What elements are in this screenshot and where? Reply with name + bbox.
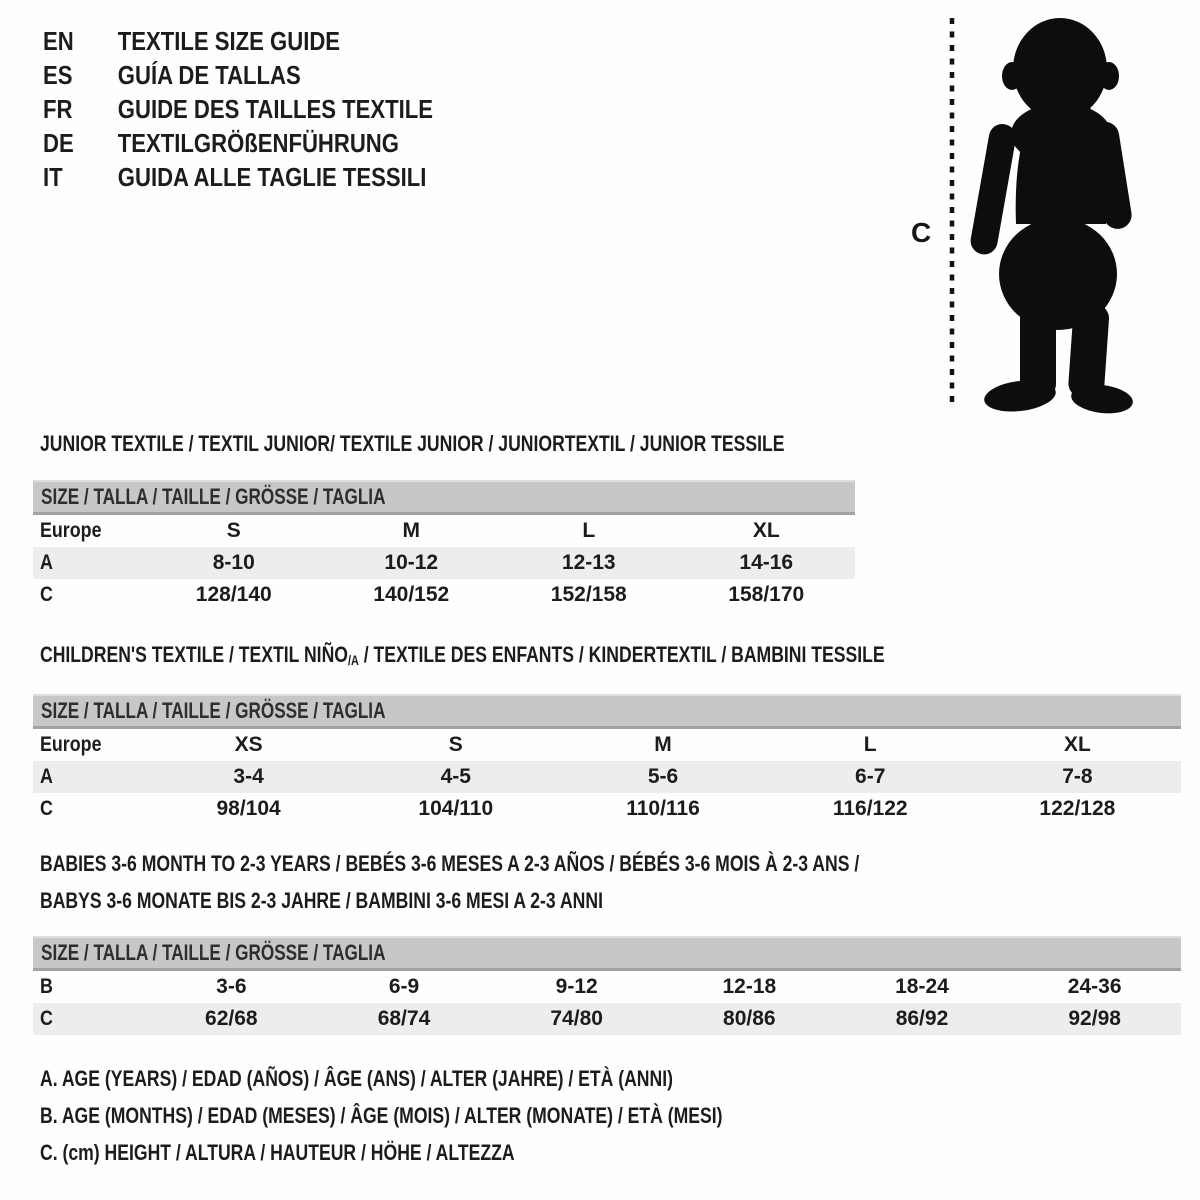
language-label: TEXTILE SIZE GUIDE xyxy=(117,25,341,56)
table-cell: 18-24 xyxy=(895,975,949,998)
legend xyxy=(40,1060,893,1171)
table-cell: 24-36 xyxy=(1067,975,1122,998)
section-babies-textile xyxy=(33,845,1181,1035)
table-row xyxy=(33,547,855,579)
row-label: C xyxy=(40,583,53,606)
junior-size-header-bar xyxy=(33,480,855,515)
language-label: GUIDE DES TAILLES TEXTILE xyxy=(117,93,433,124)
language-code: ES xyxy=(43,59,73,90)
size-header-label: SIZE / TALLA / TAILLE / GRÖSSE / TAGLIA xyxy=(41,484,386,509)
junior-section-title: JUNIOR TEXTILE / TEXTIL JUNIOR/ TEXTILE JUNIOR / JUNIORTEXTIL / JUNIOR TESSILE xyxy=(40,431,785,456)
language-row-de xyxy=(43,126,433,160)
table-cell: 122/128 xyxy=(1039,797,1116,820)
row-label: Europe xyxy=(40,733,102,756)
babies-size-header-bar xyxy=(33,936,1181,971)
table-cell: 104/110 xyxy=(418,797,494,820)
table-cell: 74/80 xyxy=(550,1007,603,1030)
table-cell: 152/158 xyxy=(550,583,627,606)
size-header-label: SIZE / TALLA / TAILLE / GRÖSSE / TAGLIA xyxy=(41,698,386,723)
table-cell: 128/140 xyxy=(195,583,272,606)
table-cell: 92/98 xyxy=(1068,1007,1121,1030)
table-row xyxy=(33,971,1181,1003)
table-cell: M xyxy=(402,519,420,542)
table-row xyxy=(33,579,855,611)
baby-silhouette-shape xyxy=(968,18,1134,417)
children-size-header-bar xyxy=(33,694,1181,729)
table-cell: 3-6 xyxy=(216,975,247,998)
language-row-fr xyxy=(43,92,433,126)
section-junior-textile xyxy=(33,432,855,611)
table-cell: 12-18 xyxy=(722,975,777,998)
table-cell: 68/74 xyxy=(377,1007,431,1030)
table-row xyxy=(33,793,1181,825)
table-cell: 10-12 xyxy=(384,551,439,574)
row-label: C xyxy=(40,1007,53,1030)
table-cell: 158/170 xyxy=(728,583,805,606)
table-row xyxy=(33,761,1181,793)
language-code: EN xyxy=(43,25,74,56)
size-header-label: SIZE / TALLA / TAILLE / GRÖSSE / TAGLIA xyxy=(41,940,386,965)
legend-line-c: C. (cm) HEIGHT / ALTURA / HAUTEUR / HÖHE / ALTEZZA xyxy=(40,1140,515,1165)
table-cell: 14-16 xyxy=(739,551,794,574)
language-label: GUIDA ALLE TAGLIE TESSILI xyxy=(117,161,427,192)
language-row-en xyxy=(43,24,433,58)
table-cell: L xyxy=(863,733,877,756)
table-cell: XL xyxy=(1063,733,1091,756)
nino-a-subscript: /A xyxy=(347,653,359,668)
table-cell: 8-10 xyxy=(212,551,255,574)
table-cell: M xyxy=(654,733,672,756)
baby-silhouette xyxy=(885,6,1157,418)
language-label: GUÍA DE TALLAS xyxy=(117,59,301,90)
language-row-es xyxy=(43,58,433,92)
table-cell: 3-4 xyxy=(233,765,264,788)
table-cell: 7-8 xyxy=(1062,765,1093,788)
table-cell: 140/152 xyxy=(373,583,450,606)
table-cell: XS xyxy=(234,733,263,756)
table-cell: 5-6 xyxy=(647,765,679,788)
table-cell: 9-12 xyxy=(555,975,598,998)
section-childrens-textile xyxy=(33,643,1181,825)
table-cell: 62/68 xyxy=(205,1007,258,1030)
table-cell: S xyxy=(226,519,241,542)
table-row xyxy=(33,515,855,547)
table-cell: L xyxy=(582,519,596,542)
height-figure xyxy=(885,6,1157,423)
table-cell: 4-5 xyxy=(440,765,471,788)
table-cell: 110/116 xyxy=(626,797,700,820)
table-cell: 6-9 xyxy=(388,975,420,998)
language-row-it xyxy=(43,160,433,194)
row-label: Europe xyxy=(40,519,102,542)
language-list xyxy=(43,24,502,194)
table-row xyxy=(33,729,1181,761)
row-label: A xyxy=(40,765,53,788)
language-code: FR xyxy=(43,93,73,124)
table-cell: 12-13 xyxy=(561,551,616,574)
table-row xyxy=(33,1003,1181,1035)
table-cell: 98/104 xyxy=(216,797,281,820)
legend-line-a: A. AGE (YEARS) / EDAD (AÑOS) / ÂGE (ANS) / ALTER (JAHRE) / ETÀ (ANNI) xyxy=(40,1066,673,1091)
row-label: A xyxy=(40,551,53,574)
table-cell: XL xyxy=(752,519,780,542)
table-cell: 6-7 xyxy=(855,765,886,788)
babies-section-title: BABIES 3-6 MONTH TO 2-3 YEARS / BEBÉS 3-6 MESES A 2-3 AÑOS / BÉBÉS 3-6 MOIS À 2-3 ANS / BABYS 3-6 MONATE BIS 2-3 JAHRE / BAMBINI 3-6 MESI A 2-3 ANNI xyxy=(40,851,860,913)
table-cell: 116/122 xyxy=(832,797,908,820)
children-section-title: CHILDREN'S TEXTILE / TEXTIL $NIÑO_{/A}$ / TEXTILE DES ENFANTS / KINDERTEXTIL / BAMBINI TESSILE xyxy=(40,642,885,668)
table-cell: 86/92 xyxy=(895,1007,949,1030)
row-label: B xyxy=(40,975,53,998)
table-cell: S xyxy=(448,733,463,756)
language-code: IT xyxy=(43,161,63,192)
language-label: TEXTILGRÖßENFÜHRUNG xyxy=(117,127,399,158)
legend-line-b: B. AGE (MONTHS) / EDAD (MESES) / ÂGE (MOIS) / ALTER (MONATE) / ETÀ (MESI) xyxy=(40,1103,723,1128)
measure-label-c: C xyxy=(911,217,932,248)
language-code: DE xyxy=(43,127,74,158)
table-cell: 80/86 xyxy=(723,1007,776,1030)
row-label: C xyxy=(40,797,53,820)
